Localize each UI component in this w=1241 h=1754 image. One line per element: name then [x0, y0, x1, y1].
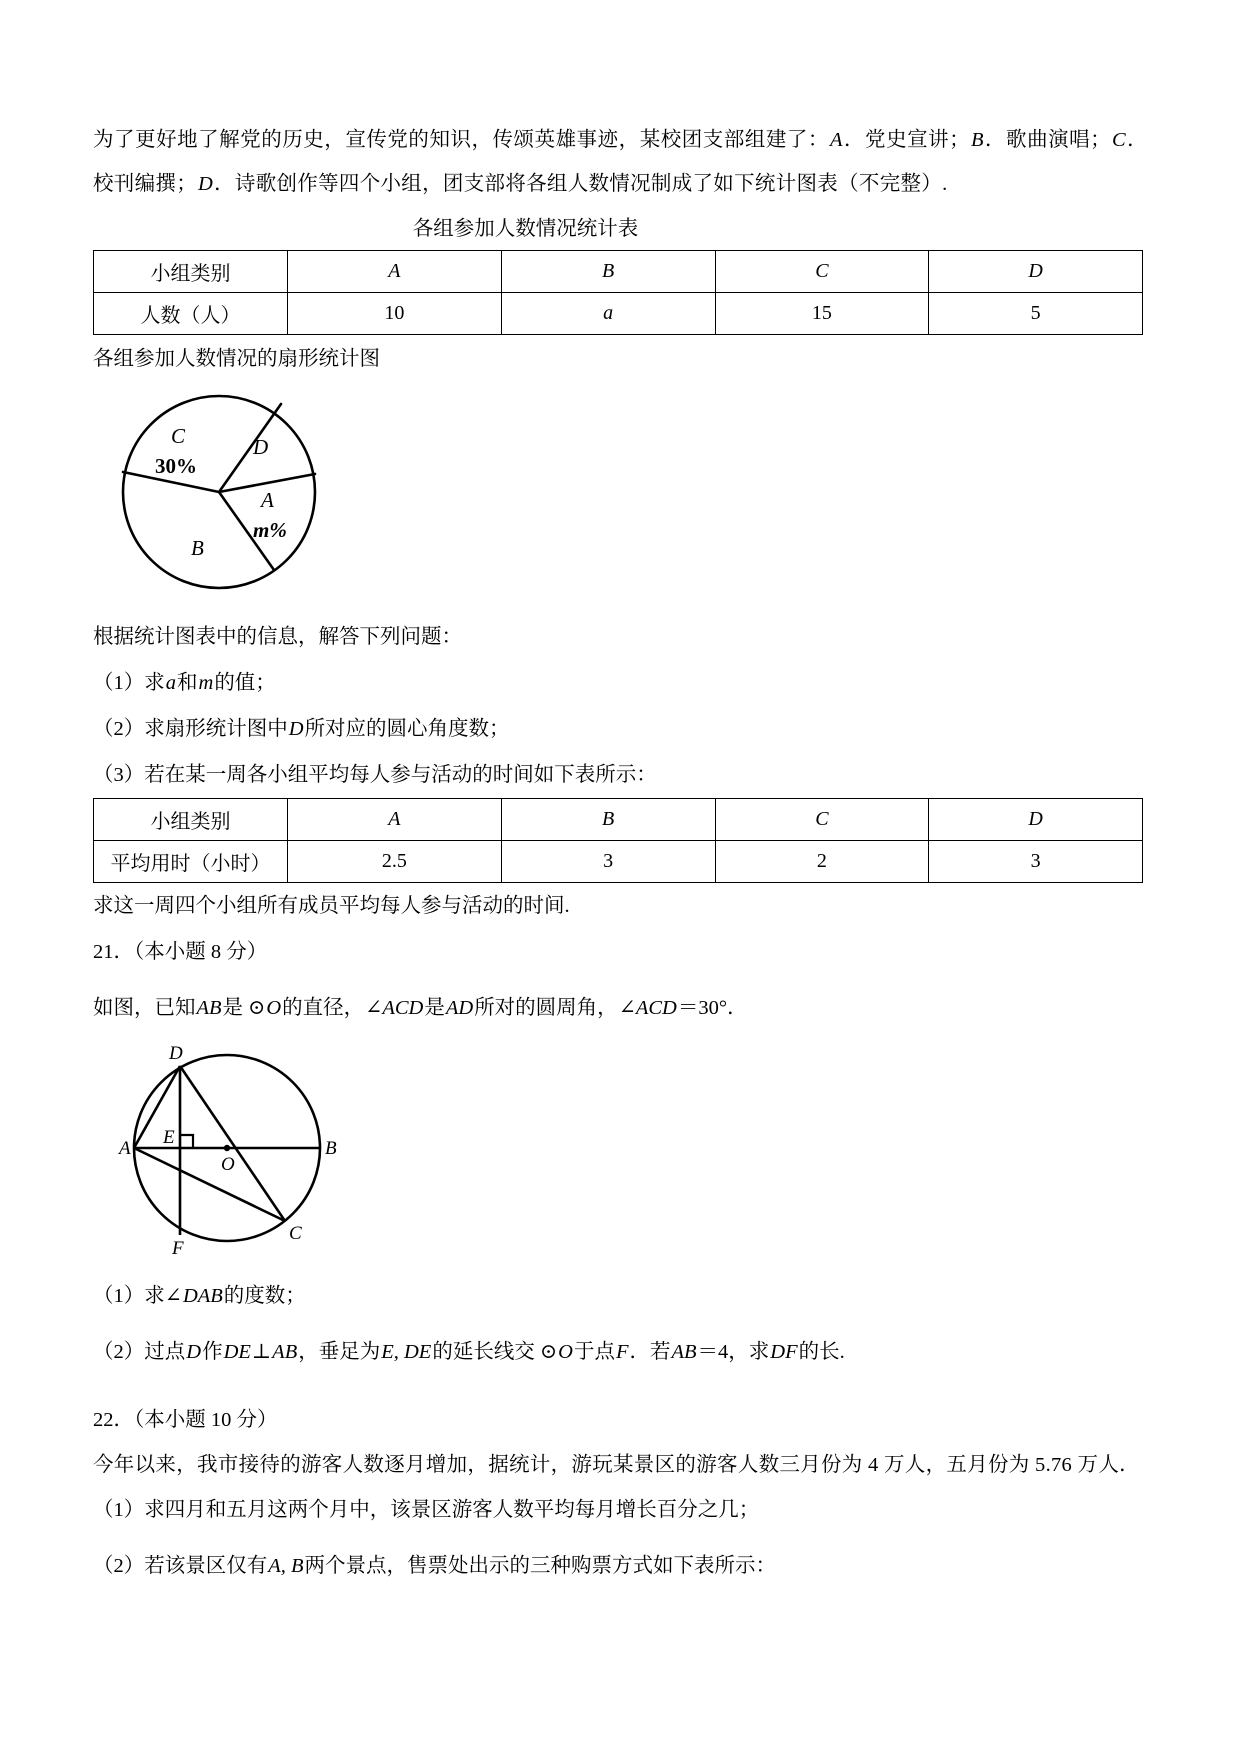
problem22-q1: （1）求四月和五月这两个月中，该景区游客人数平均每月增长百分之几；: [93, 1499, 760, 1521]
p21-stem-2: 是: [222, 997, 244, 1019]
problem20-prompt: 根据统计图表中的信息，解答下列问题：: [93, 626, 462, 648]
p21-stem-4: 是: [424, 997, 445, 1019]
q1-var-a: a: [165, 672, 176, 694]
group-label-d: D: [198, 173, 214, 195]
q2-post: 所对应的圆心角度数；: [304, 718, 510, 740]
circle-o-symbol: ⊙: [243, 997, 266, 1019]
p21q2-ab2: AB: [671, 1341, 697, 1363]
average-time-table: [93, 798, 1143, 883]
p21q1-dab: DAB: [182, 1285, 223, 1307]
problem20-q1: [93, 660, 1148, 706]
pie-chart-figure: [111, 389, 1148, 604]
problem22-q2: [93, 1543, 1148, 1589]
p21-stem-1: 如图，已知: [93, 997, 196, 1019]
p21-stem-eq: ＝30°．: [677, 997, 748, 1019]
p21q2-d2: 于点: [573, 1341, 615, 1363]
problem21-q2: [93, 1329, 1148, 1375]
right-angle-mark: [180, 1135, 193, 1148]
perpendicular-symbol: ⊥: [251, 1341, 272, 1363]
pie-chart-svg: [111, 389, 341, 599]
p22q2-post: 两个景点，售票处出示的三种购票方式如下表所示：: [304, 1555, 777, 1577]
p21q2-f2: ，求: [728, 1341, 770, 1363]
label-f: F: [172, 1238, 184, 1258]
q1-pre: （1）求: [93, 672, 165, 694]
p21q2-point-d: D: [186, 1341, 202, 1363]
p21q2-ab: AB: [272, 1341, 298, 1363]
p21-angle-acd-1: ∠ACD: [365, 997, 424, 1019]
problem20-intro: [93, 118, 1148, 206]
circle-geometry-svg: [117, 1043, 367, 1258]
page-content: [93, 118, 1148, 1589]
table-row: [94, 841, 1143, 883]
table1-count-1: a: [501, 293, 715, 335]
pie-divider-c-d: [219, 404, 281, 492]
p21-center-o: O: [266, 997, 282, 1019]
p21q2-g: 的长.: [798, 1341, 845, 1363]
table2-category-1: B: [501, 799, 715, 841]
label-e: E: [163, 1127, 175, 1148]
problem21-stem: [93, 985, 1148, 1031]
table1-category-0: A: [288, 251, 502, 293]
table1-title: 各组参加人数情况统计表: [412, 218, 639, 240]
problem20-q3: （3）若在某一周各小组平均每人参与活动的时间如下表所示：: [93, 764, 657, 786]
table1-row-label-0: 小组类别: [94, 251, 288, 293]
problem21-q1: [93, 1273, 1148, 1319]
p21-stem-5: 所对的圆周角，: [474, 997, 618, 1019]
table2-category-2: C: [715, 799, 929, 841]
table1-category-3: D: [929, 251, 1143, 293]
p21q1-pre: （1）求∠: [93, 1285, 182, 1307]
participation-count-table: [93, 250, 1143, 335]
problem22-heading: 22．（本小题 10 分）: [93, 1409, 278, 1431]
group-label-b: B: [970, 129, 984, 151]
segment-dc: [180, 1066, 285, 1221]
problem20-q2: [93, 706, 1148, 752]
circle-o-symbol-2: ⊙: [534, 1341, 558, 1363]
p21q2-center-o: O: [558, 1341, 573, 1363]
p21q2-b: ，垂足为: [298, 1341, 381, 1363]
table-row: [94, 251, 1143, 293]
group-c-text: ．校刊编撰；: [93, 129, 1148, 195]
pie-value-a: m%: [253, 518, 287, 542]
group-label-c: C: [1111, 129, 1126, 151]
table1-count-0: 10: [288, 293, 502, 335]
label-a: A: [119, 1138, 131, 1159]
p21-angle-acd-2: ∠ACD: [618, 997, 677, 1019]
center-point-dot: [224, 1145, 230, 1151]
table2-row-label-0: 小组类别: [94, 799, 288, 841]
p21q2-point-f: F: [615, 1341, 629, 1363]
label-o: O: [221, 1154, 235, 1175]
p21q2-c: 的延长线交: [432, 1341, 535, 1363]
q1-mid: 和: [177, 672, 198, 694]
p21-stem-3: 的直径，: [282, 997, 365, 1019]
p21q2-ede: E, DE: [381, 1341, 432, 1363]
table1-count-3: 5: [929, 293, 1143, 335]
table2-category-0: A: [288, 799, 502, 841]
q1-post: 的值；: [214, 672, 276, 694]
table-row: [94, 799, 1143, 841]
pie-label-a: A: [261, 488, 274, 512]
table2-category-3: D: [929, 799, 1143, 841]
table-row: [94, 293, 1143, 335]
label-d: D: [169, 1043, 183, 1064]
group-a-text: ．党史宣讲；: [843, 129, 970, 151]
pie-label-d: D: [253, 435, 269, 459]
pie-chart-caption: 各组参加人数情况的扇形统计图: [93, 348, 380, 370]
group-d-text: ．诗歌创作等四个小组，团支部将各组人数情况制成了如下统计图表（不完整）.: [214, 173, 948, 195]
problem21-heading: 21．（本小题 8 分）: [93, 941, 268, 963]
p21q2-df: DF: [770, 1341, 798, 1363]
p21q2-pre: （2）过点: [93, 1341, 186, 1363]
table2-hours-2: 2: [715, 841, 929, 883]
label-b: B: [325, 1138, 337, 1159]
problem22-stem: 今年以来，我市接待的游客人数逐月增加，据统计，游玩某景区的游客人数三月份为 4 万人，五月份为 5.76 万人．: [93, 1454, 1140, 1476]
table2-row-label-1: 平均用时（小时）: [94, 841, 288, 883]
table1-category-2: C: [715, 251, 929, 293]
circle-geometry-figure: [117, 1043, 1148, 1263]
p21q1-post: 的度数；: [223, 1285, 306, 1307]
q2-var-d: D: [288, 718, 304, 740]
p21q2-a: 作: [202, 1341, 223, 1363]
table1-count-2: 15: [715, 293, 929, 335]
table2-hours-0: 2.5: [288, 841, 502, 883]
p22q2-ab: A, B: [268, 1555, 304, 1577]
pie-value-c: 30%: [155, 454, 197, 478]
p21-seg-ab: AB: [196, 997, 222, 1019]
intro-text-1: 为了更好地了解党的历史，宣传党的知识，传颂英雄事迹，某校团支部组建了：: [93, 129, 829, 151]
table1-row-label-1: 人数（人）: [94, 293, 288, 335]
group-b-text: ．歌曲演唱；: [984, 129, 1111, 151]
pie-label-c: C: [171, 424, 186, 448]
group-label-a: A: [829, 129, 843, 151]
p21q2-eq: ＝4: [697, 1341, 729, 1363]
pie-label-b: B: [191, 536, 204, 560]
p22q2-pre: （2）若该景区仅有: [93, 1555, 268, 1577]
table2-hours-1: 3: [501, 841, 715, 883]
table1-category-1: B: [501, 251, 715, 293]
label-c: C: [289, 1223, 302, 1244]
table2-hours-3: 3: [929, 841, 1143, 883]
p21-arc-ad: AD: [445, 997, 474, 1019]
p21q2-e: ．若: [629, 1341, 671, 1363]
q1-var-m: m: [198, 672, 214, 694]
p21q2-de: DE: [223, 1341, 251, 1363]
problem20-q3-tail: 求这一周四个小组所有成员平均每人参与活动的时间.: [93, 895, 570, 917]
q2-pre: （2）求扇形统计图中: [93, 718, 288, 740]
